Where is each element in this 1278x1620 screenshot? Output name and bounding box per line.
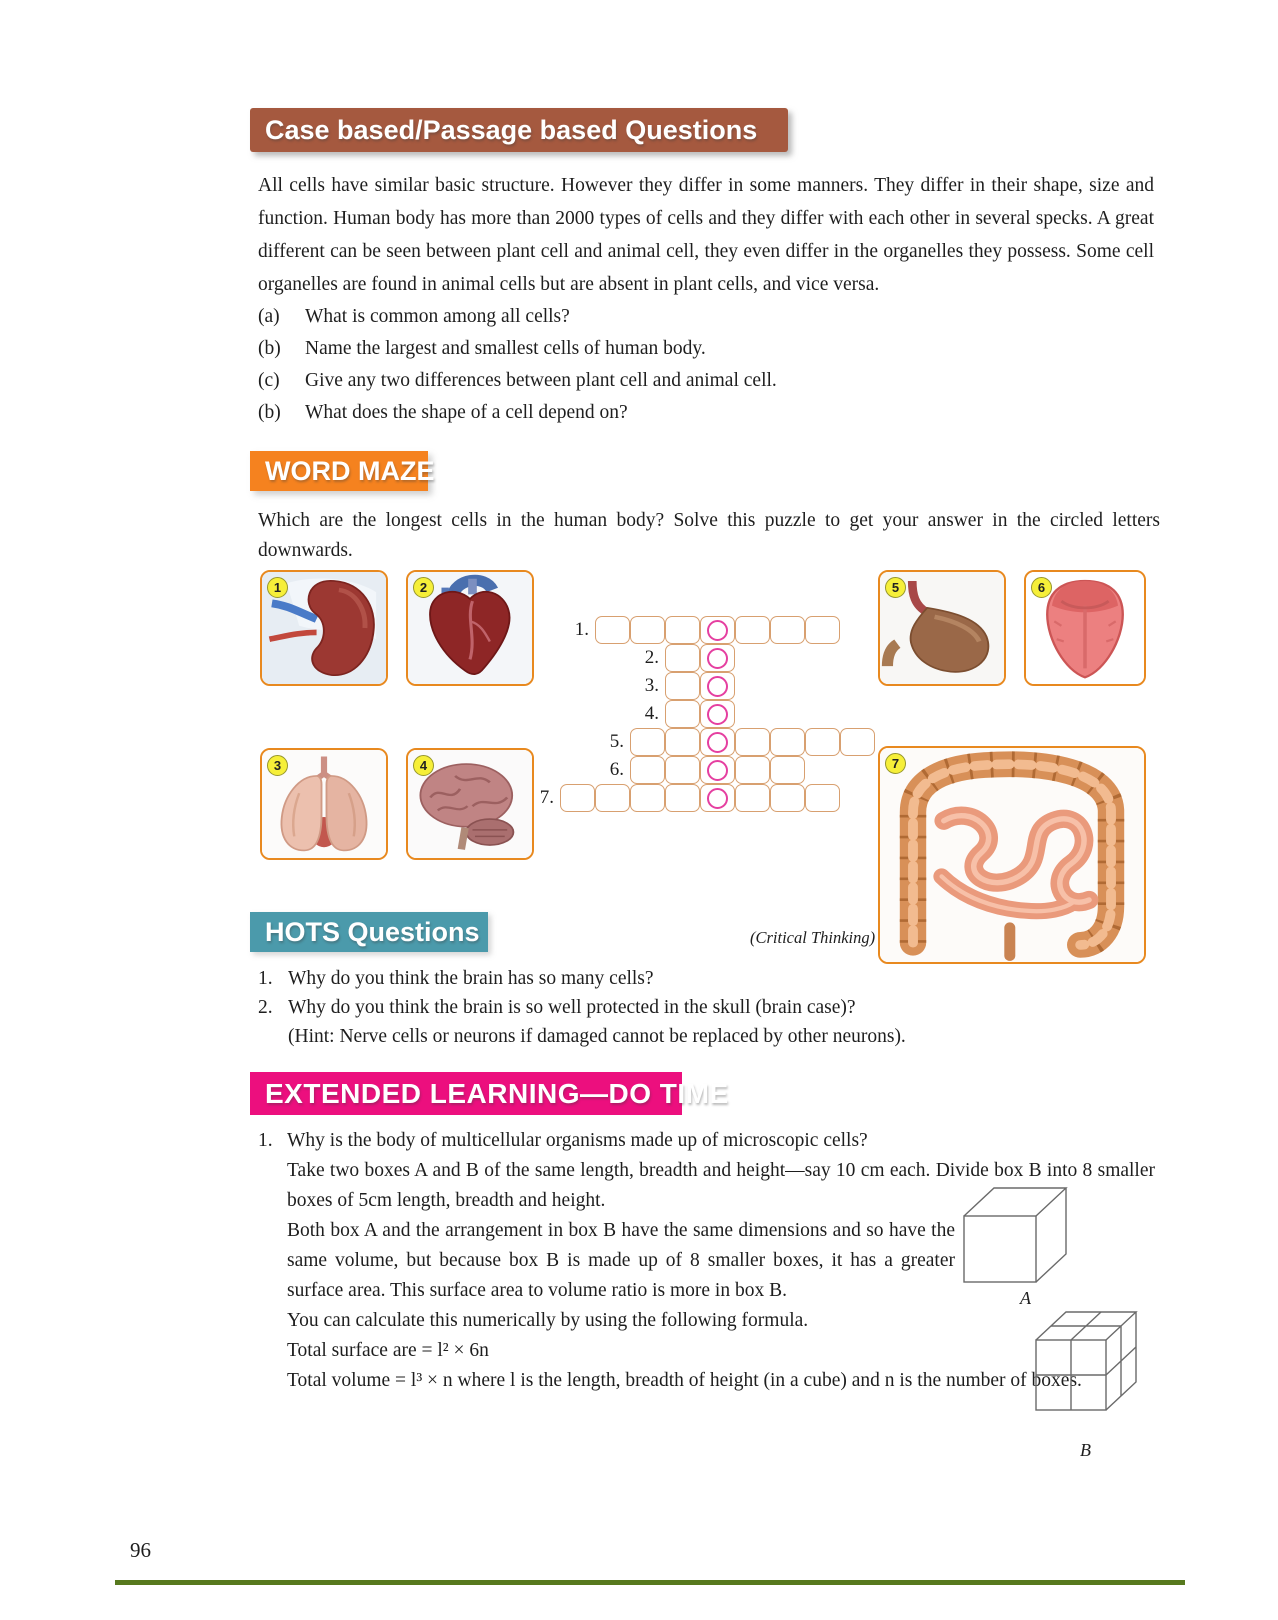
maze-cell: [735, 728, 770, 756]
word-maze-banner: WORD MAZE: [250, 451, 428, 491]
maze-cell: [700, 700, 735, 728]
maze-cell: [665, 728, 700, 756]
maze-cell: [805, 784, 840, 812]
organ-image-kidney: [260, 570, 388, 686]
maze-cell: [595, 784, 630, 812]
question-text: Give any two differences between plant cell and animal cell.: [305, 370, 777, 391]
question-label: (c): [258, 370, 280, 391]
maze-cell: [560, 784, 595, 812]
maze-cell: [805, 616, 840, 644]
answer-circle: [707, 760, 728, 781]
question-label: (b): [258, 402, 281, 423]
extended-paragraph: You can calculate this numerically by using the following formula.: [287, 1310, 809, 1331]
answer-circle: [707, 676, 728, 697]
surface-area-formula: Total surface are = l² × 6n: [287, 1340, 489, 1361]
maze-cell: [665, 700, 700, 728]
cube-a-diagram: [952, 1178, 1087, 1286]
word-maze-grid: [539, 616, 890, 816]
maze-cell: [665, 756, 700, 784]
extended-paragraph: Both box A and the arrangement in box B have the same dimensions and so have the same volume, but because box B is made up of 8 smaller boxes, it has a greater surface area. This surface area to volume ratio is more in box B.: [287, 1220, 955, 1301]
image-number-badge: 3: [267, 755, 288, 776]
organ-image-tongue: [1024, 570, 1146, 686]
word-maze-intro: Which are the longest cells in the human body? Solve this puzzle to get your answer in the circled letters downwards.: [258, 510, 1160, 561]
case-questions-list: [258, 301, 1158, 429]
maze-cell: [595, 616, 630, 644]
maze-row-label: 2.: [644, 647, 659, 668]
maze-cell: [630, 616, 665, 644]
intestines-icon: [880, 748, 1144, 962]
maze-row-label: 6.: [609, 759, 624, 780]
volume-formula: Total volume = l³ × n where l is the length, breadth of height (in a cube) and n is the number of boxes.: [287, 1370, 1082, 1391]
maze-row-label: 1.: [574, 619, 589, 640]
maze-cell: [665, 616, 700, 644]
question-number: 2.: [258, 997, 273, 1018]
image-number-badge: 2: [413, 577, 434, 598]
extended-learning-banner: EXTENDED LEARNING—DO TIME: [250, 1072, 682, 1115]
image-number-badge: 1: [267, 577, 288, 598]
organ-image-heart: [406, 570, 534, 686]
maze-cell: [700, 756, 735, 784]
question-text: What does the shape of a cell depend on?: [305, 402, 628, 423]
case-based-questions-banner: Case based/Passage based Questions: [250, 108, 788, 152]
divided-cube-icon: [1028, 1298, 1158, 1433]
maze-cell: [770, 616, 805, 644]
question-text: Why do you think the brain has so many cells?: [288, 968, 654, 989]
maze-cell: [805, 728, 840, 756]
answer-circle: [707, 732, 728, 753]
question-label: (a): [258, 306, 280, 327]
maze-cell: [735, 756, 770, 784]
maze-cell: [665, 784, 700, 812]
bottom-rule: [115, 1580, 1185, 1585]
maze-cell: [770, 756, 805, 784]
question-label: (b): [258, 338, 281, 359]
maze-cell: [770, 784, 805, 812]
maze-cell: [700, 616, 735, 644]
maze-cell: [630, 728, 665, 756]
maze-row-label: 3.: [644, 675, 659, 696]
answer-circle: [707, 620, 728, 641]
image-number-badge: 6: [1031, 577, 1052, 598]
case-passage-paragraph: All cells have similar basic structure. However they differ in some manners. They differ in their shape, size and function. Human body has more than 2000 types of cells and they differ with each other in several specks. A great different can be seen between plant cell and animal cell, they even differ in the organelles they possess. Some cell organelles are found in animal cells but are absent in plant cells, and vice versa.: [258, 175, 1154, 295]
maze-cell: [735, 784, 770, 812]
maze-cell: [700, 672, 735, 700]
image-number-badge: 4: [413, 755, 434, 776]
organ-image-lungs: [260, 748, 388, 860]
maze-cell: [840, 728, 875, 756]
question-text: Why is the body of multicellular organisms made up of microscopic cells?: [287, 1130, 868, 1151]
maze-cell: [630, 784, 665, 812]
maze-cell: [735, 616, 770, 644]
extended-paragraph: Take two boxes A and B of the same length, breadth and height—say 10 cm each. Divide box B into 8 smaller boxes of 5cm length, breadth and height.: [287, 1160, 1155, 1211]
organ-image-brain: [406, 748, 534, 860]
question-text: Name the largest and smallest cells of human body.: [305, 338, 706, 359]
case-question: [258, 333, 1158, 365]
maze-cell: [770, 728, 805, 756]
extended-question: [258, 1126, 1158, 1156]
cube-b-diagram: [1028, 1298, 1158, 1433]
maze-cell: [700, 644, 735, 672]
maze-row-label: 5.: [609, 731, 624, 752]
image-number-badge: 5: [885, 577, 906, 598]
question-number: 1.: [258, 1130, 273, 1151]
case-question: [258, 365, 1158, 397]
maze-row-label: 7.: [539, 787, 554, 808]
maze-cell: [665, 644, 700, 672]
question-text: Why do you think the brain is so well protected in the skull (brain case)?: [288, 997, 856, 1018]
answer-circle: [707, 704, 728, 725]
maze-row-label: 4.: [644, 703, 659, 724]
maze-cell: [700, 728, 735, 756]
hots-questions-list: [258, 964, 1018, 1051]
maze-cell: [630, 756, 665, 784]
answer-circle: [707, 648, 728, 669]
maze-cell: [665, 672, 700, 700]
organ-image-intestines: [878, 746, 1146, 964]
case-question: [258, 301, 1158, 333]
question-text: What is common among all cells?: [305, 306, 570, 327]
cube-b-label: B: [1080, 1440, 1091, 1460]
answer-circle: [707, 788, 728, 809]
maze-cell: [700, 784, 735, 812]
hots-question: [258, 993, 1018, 1022]
hots-question: [258, 964, 1018, 993]
critical-thinking-note: (Critical Thinking): [750, 928, 876, 947]
cube-a-label: A: [1020, 1288, 1031, 1308]
hots-hint: (Hint: Nerve cells or neurons if damaged cannot be replaced by other neurons).: [288, 1026, 906, 1047]
case-question: [258, 397, 1158, 429]
image-number-badge: 7: [885, 753, 906, 774]
cube-icon: [952, 1178, 1087, 1286]
hots-questions-banner: HOTS Questions: [250, 912, 488, 952]
question-number: 1.: [258, 968, 273, 989]
page-number: 96: [130, 1538, 151, 1562]
organ-image-stomach: [878, 570, 1006, 686]
